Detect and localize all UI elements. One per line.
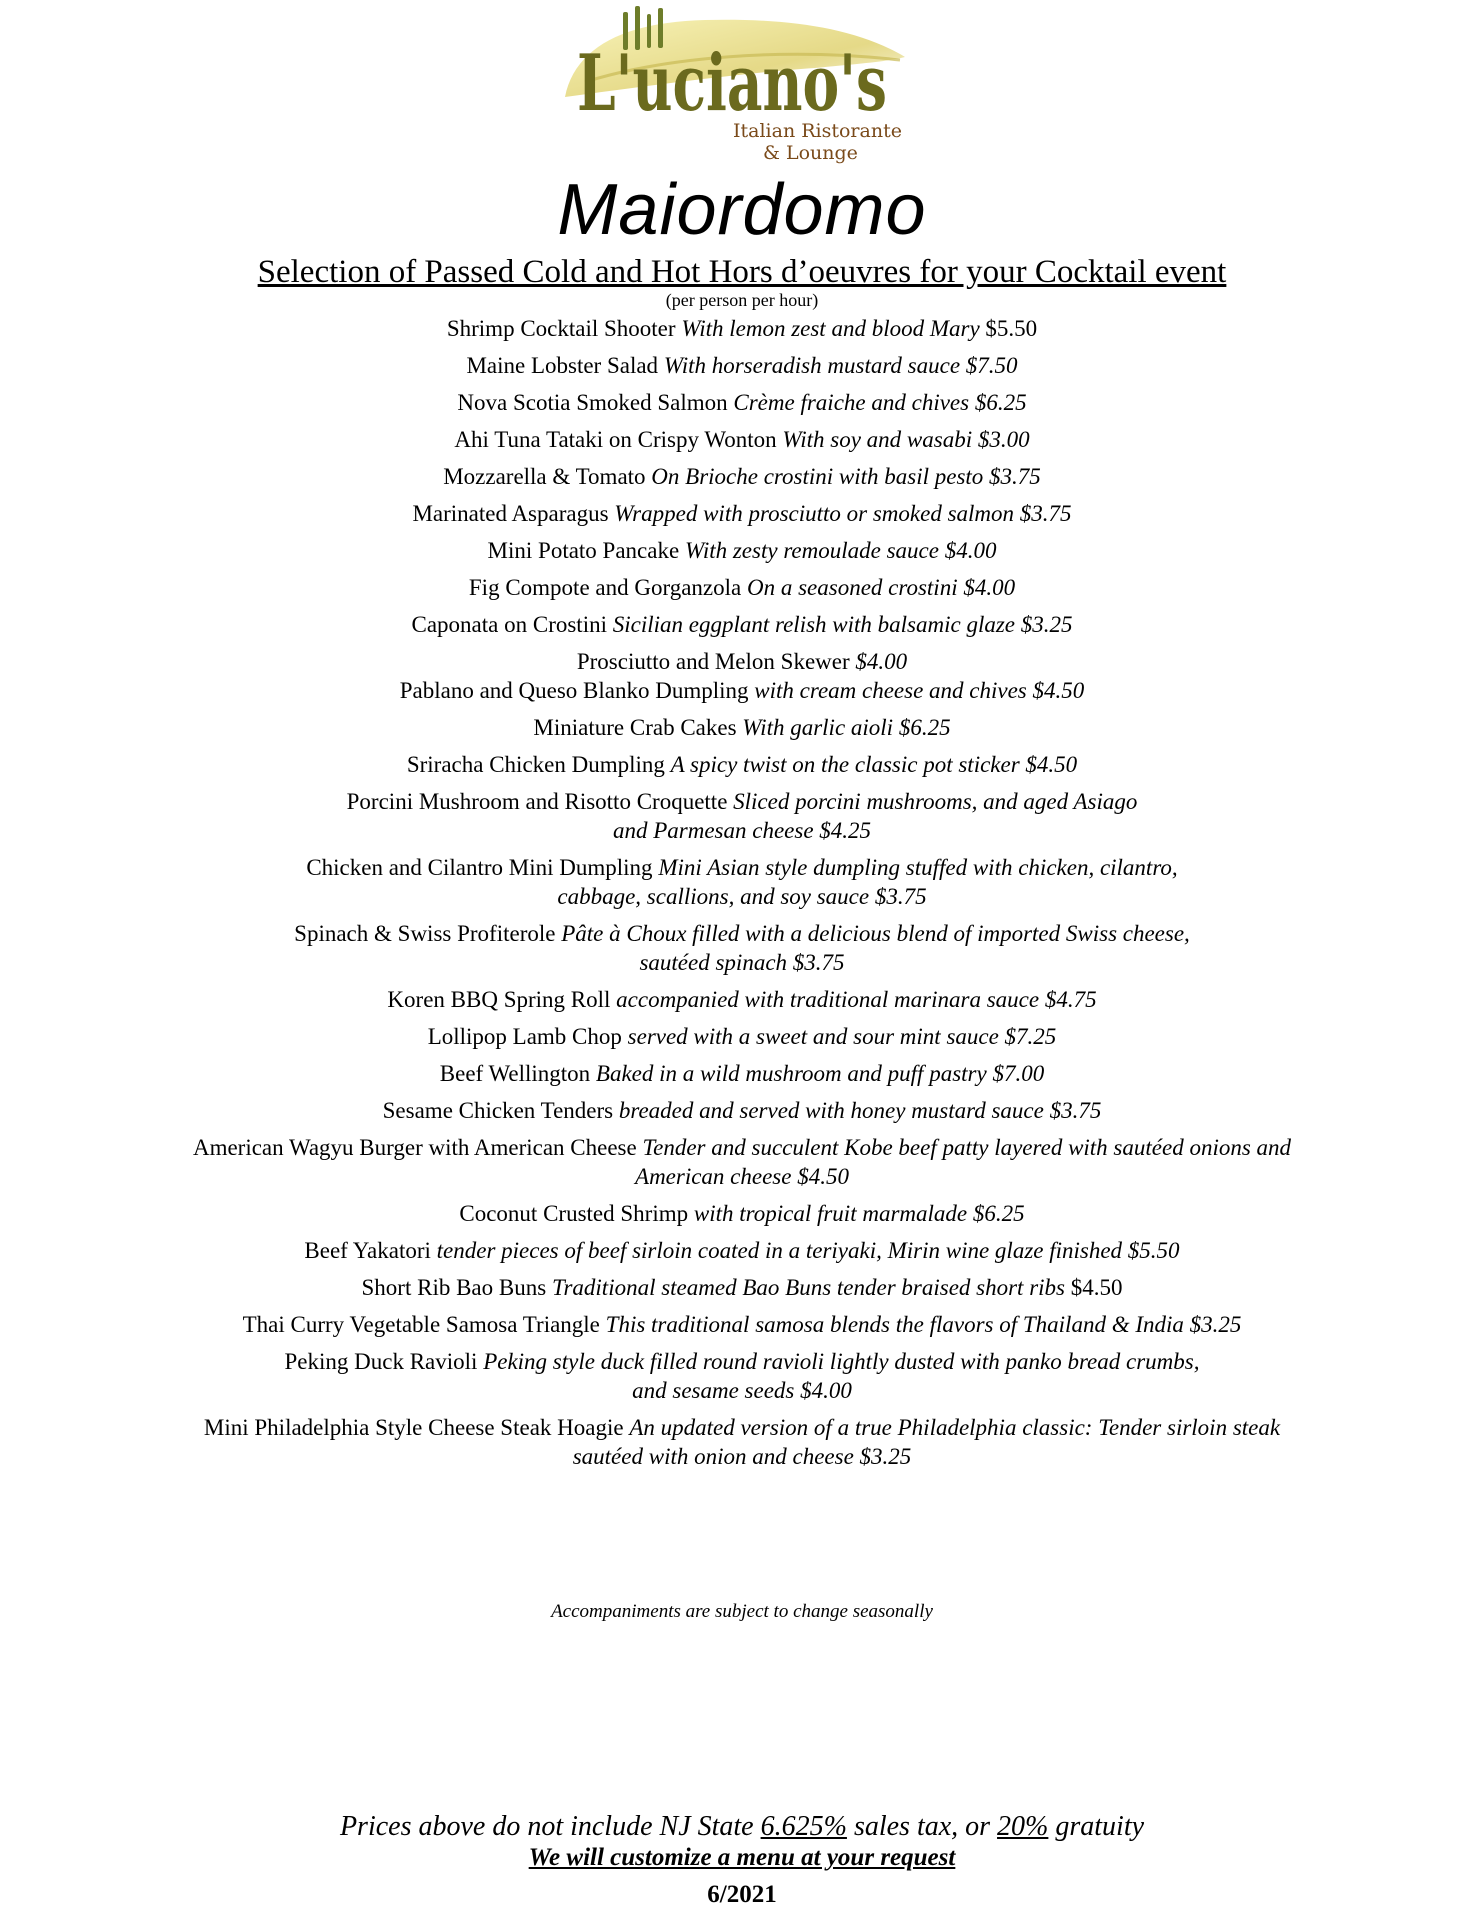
menu-item xyxy=(70,853,1414,911)
menu-item-name: Short Rib Bao Buns xyxy=(361,1275,547,1300)
customize-note: We will customize a menu at your request xyxy=(528,1844,956,1871)
menu-item-description: accompanied with traditional marinara sauce $4.75 xyxy=(616,987,1097,1012)
menu-item-description: On a seasoned crostini $4.00 xyxy=(746,575,1016,600)
prices-note-pre: Prices above do not include NJ State xyxy=(339,1811,761,1842)
gratuity-rate: 20% xyxy=(997,1811,1049,1842)
menu-item-description: Mini Asian style dumpling stuffed with chicken, cilantro, xyxy=(658,855,1178,880)
menu-item-description: with tropical fruit marmalade $6.25 xyxy=(693,1201,1025,1226)
menu-item-name: Sesame Chicken Tenders xyxy=(382,1098,614,1123)
logo-sub1-text: Italian Ristorante xyxy=(733,120,902,142)
menu-item xyxy=(70,388,1414,417)
menu-item-description-cont: American cheese $4.50 xyxy=(635,1164,849,1189)
menu-item-description-cont: cabbage, scallions, and soy sauce $3.75 xyxy=(557,884,927,909)
menu-item-description: On Brioche crostini with basil pesto $3.75 xyxy=(651,464,1041,489)
menu-item xyxy=(70,536,1414,565)
menu-item xyxy=(70,1059,1414,1088)
menu-item-description: tender pieces of beef sirloin coated in a teriyaki, Mirin wine glaze finished $5.50 xyxy=(436,1238,1180,1263)
menu-item-description: This traditional samosa blends the flavors of Thailand & India $3.25 xyxy=(605,1312,1242,1337)
prices-note-post: gratuity xyxy=(1048,1811,1145,1842)
menu-item xyxy=(70,1347,1414,1405)
menu-item xyxy=(70,1133,1414,1191)
menu-item-description-cont: sautéed with onion and cheese $3.25 xyxy=(572,1444,912,1469)
menu-item xyxy=(70,676,1414,705)
menu-item-description: With horseradish mustard sauce $7.50 xyxy=(663,353,1018,378)
menu-item-name: Thai Curry Vegetable Samosa Triangle xyxy=(242,1312,600,1337)
menu-item-description: $4.00 xyxy=(855,649,908,674)
logo-name-text: L'uciano's xyxy=(577,38,887,129)
menu-item xyxy=(70,462,1414,491)
prices-note-mid: sales tax, or xyxy=(846,1811,998,1842)
menu-item xyxy=(70,1022,1414,1051)
menu-item-name: Beef Wellington xyxy=(439,1061,591,1086)
menu-item-name: Ahi Tuna Tataki on Crispy Wonton xyxy=(454,427,777,452)
menu-item-description: Sicilian eggplant relish with balsamic glaze $3.25 xyxy=(612,612,1073,637)
menu-item xyxy=(70,351,1414,380)
menu-item-name: Mozzarella & Tomato xyxy=(443,464,646,489)
tax-rate: 6.625% xyxy=(760,1811,847,1842)
menu-item-name: Mini Potato Pancake xyxy=(487,538,680,563)
prices-note xyxy=(0,1810,1484,1844)
page-title: Maiordomo xyxy=(557,170,927,250)
menu-item-description: A spicy twist on the classic pot sticker $4.50 xyxy=(670,752,1078,777)
menu-item-name: Fig Compote and Gorganzola xyxy=(468,575,742,600)
menu-item xyxy=(70,1273,1414,1302)
menu-item xyxy=(70,1413,1414,1471)
menu-item xyxy=(70,1310,1414,1339)
menu-item-name: Sriracha Chicken Dumpling xyxy=(406,752,665,777)
menu-item-name: Mini Philadelphia Style Cheese Steak Hoagie xyxy=(203,1415,624,1440)
menu-item-name: Caponata on Crostini xyxy=(411,612,607,637)
menu-item-name: American Wagyu Burger with American Cheese xyxy=(192,1135,637,1160)
menu-item-name: Shrimp Cocktail Shooter xyxy=(446,316,676,341)
menu-item-name: Coconut Crusted Shrimp xyxy=(459,1201,689,1226)
menu-item-name: Spinach & Swiss Profiterole xyxy=(294,921,556,946)
menu-item-description: Tender and succulent Kobe beef patty layered with sautéed onions and xyxy=(642,1135,1292,1160)
menu-item-description: Wrapped with prosciutto or smoked salmon $3.75 xyxy=(614,501,1072,526)
menu-item xyxy=(70,425,1414,454)
menu-item-description: Traditional steamed Bao Buns tender braised short ribs xyxy=(551,1275,1065,1300)
menu-item-description: Pâte à Choux filled with a delicious blend of imported Swiss cheese, xyxy=(561,921,1190,946)
menu-item-description: Peking style duck filled round ravioli lightly dusted with panko bread crumbs, xyxy=(483,1349,1200,1374)
menu-item xyxy=(70,1236,1414,1265)
menu-item xyxy=(70,314,1414,343)
menu-item-name: Peking Duck Ravioli xyxy=(284,1349,478,1374)
menu-item-price: $4.50 xyxy=(1070,1275,1123,1300)
menu-item-description: served with a sweet and sour mint sauce $7.25 xyxy=(627,1024,1057,1049)
accompaniments-note: Accompaniments are subject to change seasonally xyxy=(551,1601,933,1622)
menu-item-description: Baked in a wild mushroom and puff pastry $7.00 xyxy=(595,1061,1045,1086)
menu-list xyxy=(70,314,1414,1471)
menu-item-description: with cream cheese and chives $4.50 xyxy=(754,678,1085,703)
menu-item xyxy=(70,1096,1414,1125)
per-person-note: (per person per hour) xyxy=(665,290,819,310)
lucianos-logo xyxy=(555,2,925,167)
menu-item-description: Crème fraiche and chives $6.25 xyxy=(733,390,1027,415)
menu-item-name: Chicken and Cilantro Mini Dumpling xyxy=(306,855,653,880)
logo-sub2-text: & Lounge xyxy=(763,142,858,164)
menu-item xyxy=(70,610,1414,639)
menu-item-name: Lollipop Lamb Chop xyxy=(427,1024,622,1049)
menu-item-description-cont: and Parmesan cheese $4.25 xyxy=(612,818,872,843)
menu-item xyxy=(70,985,1414,1014)
menu-item-description: With soy and wasabi $3.00 xyxy=(782,427,1030,452)
menu-item xyxy=(70,750,1414,779)
page-subtitle: Selection of Passed Cold and Hot Hors d’oeuvres for your Cocktail event xyxy=(257,254,1227,290)
menu-item xyxy=(70,647,1414,676)
menu-item xyxy=(70,787,1414,845)
menu-item-description: With garlic aioli $6.25 xyxy=(742,715,951,740)
menu-item-price: $5.50 xyxy=(985,316,1038,341)
menu-item-name: Pablano and Queso Blanko Dumpling xyxy=(399,678,749,703)
menu-item-name: Koren BBQ Spring Roll xyxy=(387,987,611,1012)
menu-item-description-cont: sautéed spinach $3.75 xyxy=(639,950,845,975)
menu-item-name: Porcini Mushroom and Risotto Croquette xyxy=(346,789,728,814)
menu-item xyxy=(70,713,1414,742)
menu-item-name: Nova Scotia Smoked Salmon xyxy=(457,390,728,415)
menu-item-description: breaded and served with honey mustard sauce $3.75 xyxy=(618,1098,1102,1123)
menu-item xyxy=(70,499,1414,528)
menu-item xyxy=(70,919,1414,977)
menu-item-description: An updated version of a true Philadelphia classic: Tender sirloin steak xyxy=(629,1415,1281,1440)
menu-date: 6/2021 xyxy=(707,1881,777,1908)
menu-item-name: Beef Yakatori xyxy=(304,1238,431,1263)
menu-item-name: Marinated Asparagus xyxy=(412,501,609,526)
menu-item-description: With lemon zest and blood Mary xyxy=(681,316,980,341)
menu-item-name: Maine Lobster Salad xyxy=(466,353,659,378)
menu-item xyxy=(70,573,1414,602)
menu-item-name: Miniature Crab Cakes xyxy=(533,715,737,740)
menu-item-description: With zesty remoulade sauce $4.00 xyxy=(684,538,997,563)
menu-item-name: Prosciutto and Melon Skewer xyxy=(576,649,850,674)
menu-item-description-cont: and sesame seeds $4.00 xyxy=(632,1378,852,1403)
menu-item xyxy=(70,1199,1414,1228)
menu-item-description: Sliced porcini mushrooms, and aged Asiago xyxy=(733,789,1138,814)
